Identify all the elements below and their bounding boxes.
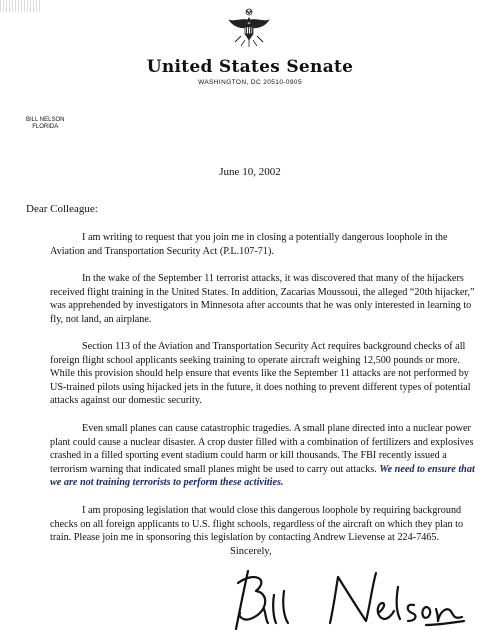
paragraph-4 (50, 422, 480, 490)
paragraph-text: In the wake of the September 11 terrorist attacks, it was discovered that many of the hijackers received flight training in the United States. In addition, Zacarias Moussoui, the alleged “20th hijacker,” was apprehended by investigators in Minnesota after accounts that he was only interested in learning to fly, not land, an airplane. (50, 273, 475, 325)
closing: Sincerely, (230, 546, 272, 557)
paragraph-text: Section 113 of the Aviation and Transportation Security Act requires background checks of all foreign flight school applicants seeking training to operate aircraft weighing 12,500 pounds or more. While this provision should help ensure that events like the September 11 attacks are not performed by US-trained pilots using hijacked jets in the future, it does nothing to prevent different types of potential attacks against our domestic security. (50, 341, 471, 406)
paragraph-2 (50, 272, 480, 326)
scan-artifact (0, 0, 40, 12)
signature (226, 565, 466, 637)
emphasis-sentence: We need to ensure that we are not training terrorists to perform these activities. (50, 463, 475, 488)
sender-name: BILL NELSON (26, 117, 65, 123)
paragraph-text: I am writing to request that you join me in closing a potentially dangerous loophole in the Aviation and Transportation Security Act (P.L.107-71). (50, 232, 448, 257)
paragraph-5 (50, 504, 480, 545)
paragraph-1 (50, 231, 480, 258)
institution-name: United States Senate (146, 57, 354, 77)
paragraph-text: I am proposing legislation that would close this dangerous loophole by requiring background checks on all foreign applicants to U.S. flight schools, regardless of the aircraft on which they plan to train. Please join me in sponsoring this legislation by contacting Andrew Lievense at 224-7465. (50, 505, 464, 543)
sender-state: FLORIDA (32, 124, 59, 130)
great-seal-eagle-icon (227, 6, 271, 50)
paragraph-text-body: Even small planes can cause catastrophic tragedies. A small plane directed into a nuclear power plant could cause a nuclear disaster. A crop duster filled with a combination of fertilizers and explosives crashed in a filled sporting event stadium could harm or kill thousands. The FBI recently issued a terrorism warning that indicated small planes might be used to carry out attacks. (50, 423, 474, 475)
senate-address: WASHINGTON, DC 20510-0905 (198, 79, 302, 86)
greeting: Dear Colleague: (26, 203, 98, 215)
sender-block (26, 117, 64, 131)
paragraph-text (50, 422, 480, 490)
paragraph-3 (50, 340, 480, 408)
letter-date: June 10, 2002 (219, 166, 281, 178)
